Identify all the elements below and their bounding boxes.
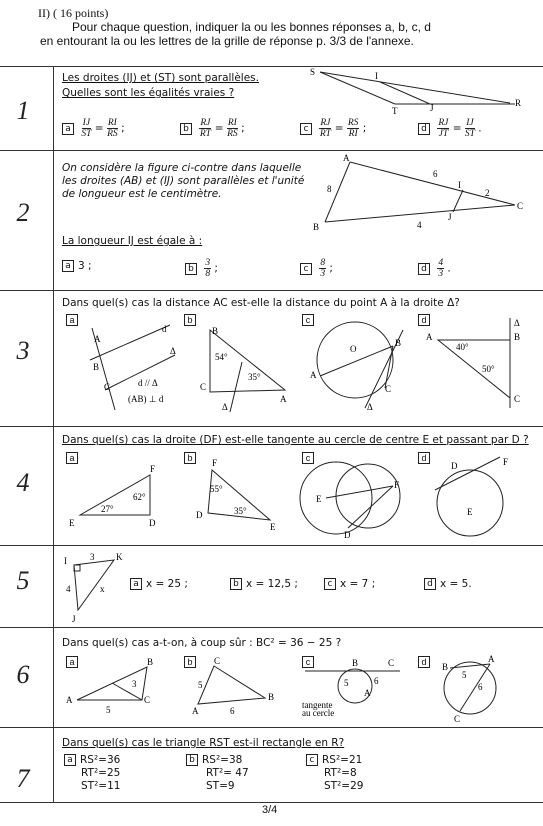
question-4-figure-c	[298, 458, 413, 540]
question-5-figure	[62, 550, 132, 625]
svg-text:F: F	[503, 457, 509, 467]
question-6-figure-d	[440, 656, 510, 724]
svg-text:A: A	[364, 688, 371, 698]
grid-divider	[0, 426, 543, 427]
question-4-figure-b	[190, 458, 300, 533]
svg-text:d // Δ: d // Δ	[138, 378, 158, 388]
point-label: J	[430, 103, 434, 113]
svg-text:Δ: Δ	[514, 318, 520, 328]
question-3-figure-b	[190, 322, 300, 417]
svg-text:35°: 35°	[248, 372, 261, 382]
svg-text:D: D	[451, 461, 458, 471]
svg-text:I: I	[458, 180, 461, 190]
svg-text:Δ: Δ	[367, 402, 373, 412]
option-c[interactable]: c RS²=21 RT²=8 ST²=29	[306, 754, 363, 793]
question-1-figure	[300, 66, 530, 116]
option-c[interactable]: c	[302, 656, 314, 668]
question-2-prompt-line-2: les droites (AB) et (IJ) sont parallèles et l'unité	[62, 175, 305, 187]
question-2-figure	[305, 152, 530, 242]
svg-text:C: C	[104, 382, 111, 392]
svg-text:O: O	[350, 344, 357, 354]
option-a[interactable]: a	[66, 656, 78, 668]
svg-text:B: B	[442, 662, 449, 672]
svg-text:K: K	[116, 552, 123, 562]
question-number: 3	[16, 336, 30, 365]
svg-text:A: A	[343, 153, 350, 163]
option-d[interactable]: d $\frac{RJ}{JT}$ = $\frac{IJ}{ST}$ .	[418, 118, 482, 139]
question-2-prompt-line-3: de longueur est le centimètre.	[62, 188, 222, 200]
question-number: 5	[16, 566, 30, 595]
question-4-figure-d	[425, 455, 530, 540]
option-b[interactable]: b	[184, 452, 196, 464]
svg-text:B: B	[147, 657, 154, 667]
option-c[interactable]: c	[302, 314, 314, 326]
page-number: 3/4	[262, 804, 278, 816]
svg-text:35°: 35°	[234, 506, 247, 516]
svg-text:A: A	[426, 332, 433, 342]
option-d[interactable]: d x = 5.	[424, 578, 472, 590]
svg-text:A: A	[280, 394, 287, 404]
option-letter-box[interactable]: a	[62, 123, 74, 135]
svg-text:6: 6	[433, 169, 438, 179]
option-b[interactable]: b RS²=38 RT²= 47 ST=9	[186, 754, 249, 793]
svg-text:C: C	[385, 384, 392, 394]
grid-divider	[0, 150, 543, 151]
svg-text:(AB) ⊥ d: (AB) ⊥ d	[128, 394, 164, 404]
option-b[interactable]: b $\frac{RJ}{RT}$ = $\frac{RI}{RS}$ ;	[180, 118, 245, 139]
question-3-figure-d	[420, 318, 530, 413]
option-b[interactable]: b	[184, 656, 196, 668]
option-c[interactable]: c $\frac{8}{3}$ ;	[300, 258, 333, 279]
option-letter-box[interactable]: b	[180, 123, 192, 135]
svg-text:D: D	[149, 518, 156, 528]
svg-text:A: A	[94, 334, 101, 344]
svg-text:E: E	[316, 494, 322, 504]
svg-text:54°: 54°	[215, 352, 228, 362]
point-label: I	[375, 71, 378, 81]
svg-text:B: B	[395, 338, 402, 348]
svg-text:E: E	[270, 522, 276, 532]
svg-text:B: B	[514, 332, 521, 342]
section-title: II) ( 16 points)	[38, 6, 109, 20]
question-number: 4	[16, 468, 30, 497]
svg-text:F: F	[394, 480, 400, 490]
instruction-line-2: en entourant la ou les lettres de la grille de réponse p. 3/3 de l'annexe.	[40, 34, 414, 48]
option-c[interactable]: c x = 7 ;	[324, 578, 375, 590]
point-label: T	[392, 106, 398, 116]
svg-text:D: D	[344, 530, 351, 540]
svg-text:d: d	[162, 324, 167, 334]
question-6-figure-a	[62, 655, 172, 715]
question-3-prompt: Dans quel(s) cas la distance AC est-elle la distance du point A à la droite Δ?	[62, 297, 460, 309]
svg-text:A: A	[192, 706, 199, 716]
question-4-prompt: Dans quel(s) cas la droite (DF) est-elle tangente au cercle de centre E et passant par D ?	[62, 434, 529, 446]
svg-text:5: 5	[462, 670, 467, 680]
svg-text:5: 5	[198, 680, 203, 690]
option-b[interactable]: b	[184, 314, 196, 326]
grid-divider	[0, 727, 543, 728]
question-4-figure-a	[65, 460, 175, 535]
svg-text:A: A	[310, 370, 317, 380]
svg-text:5: 5	[106, 705, 111, 715]
question-number: 1	[16, 96, 30, 125]
option-c[interactable]: c $\frac{RJ}{RT}$ = $\frac{RS}{RI}$ ;	[300, 118, 366, 139]
question-7-prompt: Dans quel(s) cas le triangle RST est-il rectangle en R?	[62, 737, 345, 749]
svg-text:6: 6	[478, 682, 483, 692]
question-1-prompt-line-1: Les droites (IJ) et (ST) sont parallèles.	[62, 72, 259, 84]
svg-text:4: 4	[66, 584, 71, 594]
question-number: 7	[16, 764, 30, 793]
svg-text:E: E	[467, 507, 473, 517]
svg-text:I: I	[64, 556, 67, 566]
option-d[interactable]: d	[418, 656, 430, 668]
svg-text:C: C	[514, 394, 521, 404]
option-d[interactable]: d	[418, 314, 430, 326]
svg-text:B: B	[93, 362, 100, 372]
question-6-prompt: Dans quel(s) cas a-t-on, à coup sûr : BC² = 36 − 25 ?	[62, 637, 342, 649]
option-c[interactable]: c	[302, 452, 314, 464]
option-d[interactable]: d	[418, 452, 430, 464]
point-label: S	[310, 67, 316, 77]
question-3-figure-a	[70, 320, 180, 415]
svg-text:C: C	[388, 658, 395, 668]
svg-text:x: x	[100, 584, 105, 594]
svg-text:62°: 62°	[133, 492, 146, 502]
svg-text:E: E	[69, 518, 75, 528]
question-2-prompt-line-1: On considère la figure ci-contre dans laquelle	[62, 162, 302, 174]
svg-text:2: 2	[485, 188, 490, 198]
svg-text:D: D	[196, 510, 203, 520]
svg-text:C: C	[214, 656, 221, 666]
grid-divider	[0, 290, 543, 291]
svg-text:B: B	[212, 326, 219, 336]
svg-text:F: F	[150, 464, 156, 474]
option-a[interactable]: a	[66, 452, 78, 464]
option-b[interactable]: b x = 12,5 ;	[230, 578, 298, 590]
option-d[interactable]: d $\frac{4}{3}$ .	[418, 258, 451, 279]
question-3-figure-c	[305, 318, 415, 413]
option-b[interactable]: b $\frac{3}{8}$ ;	[185, 258, 218, 279]
svg-text:tangente: tangente	[302, 700, 333, 710]
question-number: 2	[16, 198, 30, 227]
svg-text:B: B	[268, 692, 275, 702]
svg-text:C: C	[454, 714, 461, 724]
question-1-prompt-line-2: Quelles sont les égalités vraies ?	[62, 87, 235, 99]
svg-text:5: 5	[344, 678, 349, 688]
svg-text:55°: 55°	[210, 484, 223, 494]
instruction-line-1: Pour chaque question, indiquer la ou les bonnes réponses a, b, c, d	[72, 20, 431, 34]
option-letter-box[interactable]: d	[418, 123, 430, 135]
svg-text:6: 6	[230, 706, 235, 716]
svg-text:B: B	[313, 222, 320, 232]
grid-vertical-divider	[53, 66, 54, 802]
svg-text:6: 6	[374, 676, 379, 686]
question-number: 6	[16, 660, 30, 689]
grid-divider	[0, 802, 543, 803]
option-letter-box[interactable]: c	[300, 123, 312, 135]
option-a[interactable]: a	[66, 314, 78, 326]
svg-text:3: 3	[90, 552, 95, 562]
svg-text:3: 3	[132, 679, 137, 689]
svg-text:J: J	[72, 614, 76, 624]
question-6-figure-b	[190, 656, 290, 718]
svg-text:Δ: Δ	[170, 346, 176, 356]
option-a[interactable]: a 3 ;	[62, 260, 92, 272]
svg-text:C: C	[144, 695, 151, 705]
svg-text:Δ: Δ	[222, 402, 228, 412]
svg-text:au cercle: au cercle	[302, 708, 335, 718]
grid-divider	[0, 545, 543, 546]
question-6-figure-c	[300, 656, 410, 724]
svg-text:A: A	[66, 695, 73, 705]
svg-text:B: B	[352, 658, 359, 668]
option-a[interactable]: a x = 25 ;	[130, 578, 188, 590]
svg-text:A: A	[488, 654, 495, 664]
svg-text:40°: 40°	[456, 342, 469, 352]
grid-divider	[0, 627, 543, 628]
svg-text:27°: 27°	[101, 504, 114, 514]
option-a[interactable]: a $\frac{IJ}{ST}$ = $\frac{RI}{RS}$ ;	[62, 118, 125, 139]
svg-text:J: J	[448, 212, 452, 222]
question-2-question: La longueur IJ est égale à :	[62, 235, 203, 247]
point-label: R	[515, 98, 522, 108]
svg-text:50°: 50°	[482, 364, 495, 374]
option-a[interactable]: a RS²=36 RT²=25 ST²=11	[64, 754, 120, 793]
svg-text:F: F	[212, 458, 218, 468]
svg-text:4: 4	[417, 220, 422, 230]
svg-text:C: C	[517, 201, 524, 211]
svg-text:8: 8	[327, 184, 332, 194]
svg-text:C: C	[200, 382, 207, 392]
